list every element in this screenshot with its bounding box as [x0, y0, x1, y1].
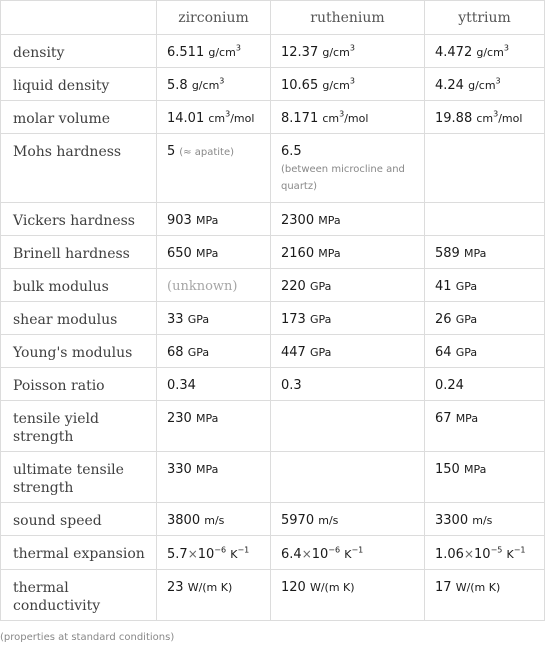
value-cell: 26 GPa	[425, 302, 545, 335]
table-row	[1, 269, 545, 302]
value-cell: 0.34	[157, 368, 271, 401]
value-cell: 5.8 $g/cm^3$	[157, 68, 271, 101]
value-cell: 6.5 (between microcline and quartz)	[271, 134, 425, 203]
value-cell: 150 MPa	[425, 452, 545, 503]
header-row	[1, 1, 545, 35]
value-cell: 5970 m/s	[271, 503, 425, 536]
value-cell: 2160 MPa	[271, 236, 425, 269]
value-cell: 41 GPa	[425, 269, 545, 302]
value-cell: 0.24	[425, 368, 545, 401]
row-label: density	[1, 35, 157, 68]
value-cell: $6.4\times 10^{-6}$ $K^{-1}$	[271, 536, 425, 570]
table-row	[1, 570, 545, 621]
table-row	[1, 401, 545, 452]
value-cell: $5.7\times 10^{-6}$ $K^{-1}$	[157, 536, 271, 570]
row-label: shear modulus	[1, 302, 157, 335]
row-label: Brinell hardness	[1, 236, 157, 269]
row-label: tensile yield strength	[1, 401, 157, 452]
value-cell: 5 (≈ apatite)	[157, 134, 271, 203]
table-row	[1, 236, 545, 269]
value-cell: 10.65 $g/cm^3$	[271, 68, 425, 101]
table-row	[1, 335, 545, 368]
value-cell: 12.37 $g/cm^3$	[271, 35, 425, 68]
value-cell: 68 GPa	[157, 335, 271, 368]
header-ruthenium: ruthenium	[271, 1, 425, 35]
value-cell: 17 W/(m K)	[425, 570, 545, 621]
table-row	[1, 203, 545, 236]
value-cell: 220 GPa	[271, 269, 425, 302]
table-row	[1, 134, 545, 203]
value-cell: 3300 m/s	[425, 503, 545, 536]
value-cell: 589 MPa	[425, 236, 545, 269]
value-cell: 650 MPa	[157, 236, 271, 269]
table-row	[1, 35, 545, 68]
row-label: Vickers hardness	[1, 203, 157, 236]
value-cell-empty	[425, 203, 545, 236]
value-cell: 0.3	[271, 368, 425, 401]
footnote: (properties at standard conditions)	[0, 632, 175, 643]
value-cell: 447 GPa	[271, 335, 425, 368]
row-label: thermal expansion	[1, 536, 157, 570]
value-cell: $1.06\times 10^{-5}$ $K^{-1}$	[425, 536, 545, 570]
value-cell: 64 GPa	[425, 335, 545, 368]
table-row	[1, 68, 545, 101]
row-label: molar volume	[1, 101, 157, 134]
table-row	[1, 368, 545, 401]
value-cell: 2300 MPa	[271, 203, 425, 236]
value-cell: 4.472 $g/cm^3$	[425, 35, 545, 68]
row-label: ultimate tensile strength	[1, 452, 157, 503]
value-cell: 120 W/(m K)	[271, 570, 425, 621]
value-cell-empty	[271, 401, 425, 452]
row-label: Young's modulus	[1, 335, 157, 368]
value-cell: 230 MPa	[157, 401, 271, 452]
value-cell: 23 W/(m K)	[157, 570, 271, 621]
value-cell: 4.24 $g/cm^3$	[425, 68, 545, 101]
value-cell: 33 GPa	[157, 302, 271, 335]
table-row	[1, 302, 545, 335]
value-cell-empty	[425, 134, 545, 203]
header-zirconium: zirconium	[157, 1, 271, 35]
value-cell: 8.171 $cm^3$/mol	[271, 101, 425, 134]
row-label: thermal conductivity	[1, 570, 157, 621]
value-cell: 14.01 $cm^3$/mol	[157, 101, 271, 134]
value-cell: 67 MPa	[425, 401, 545, 452]
table-row	[1, 452, 545, 503]
value-cell-empty	[271, 452, 425, 503]
value-cell: 903 MPa	[157, 203, 271, 236]
row-label: bulk modulus	[1, 269, 157, 302]
table-row	[1, 101, 545, 134]
row-label: liquid density	[1, 68, 157, 101]
value-cell: 3800 m/s	[157, 503, 271, 536]
table-row	[1, 503, 545, 536]
row-label: Mohs hardness	[1, 134, 157, 203]
value-cell: 173 GPa	[271, 302, 425, 335]
value-cell-unknown: (unknown)	[157, 269, 271, 302]
header-yttrium: yttrium	[425, 1, 545, 35]
row-label: sound speed	[1, 503, 157, 536]
value-cell: 19.88 $cm^3$/mol	[425, 101, 545, 134]
value-cell: 6.511 $g/cm^3$	[157, 35, 271, 68]
header-empty	[1, 1, 157, 35]
value-cell: 330 MPa	[157, 452, 271, 503]
table-row	[1, 536, 545, 570]
row-label: Poisson ratio	[1, 368, 157, 401]
